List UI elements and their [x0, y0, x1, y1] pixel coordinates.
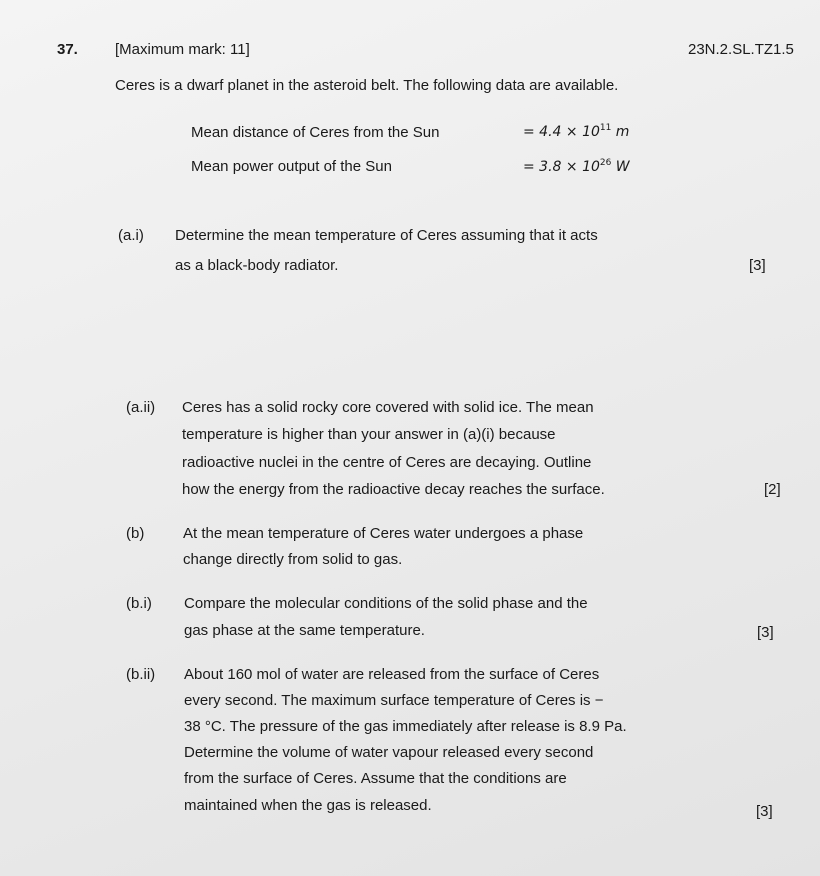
- part-bi-line: gas phase at the same temperature.: [184, 622, 425, 639]
- distance-exponent: 11: [599, 123, 612, 133]
- part-aii-line: how the energy from the radioactive decay reaches the surface.: [182, 481, 605, 498]
- part-bii-line: About 160 mol of water are released from the surface of Ceres: [184, 666, 600, 683]
- data-row-power-label: Mean power output of the Sun: [191, 158, 392, 175]
- part-aii-line: temperature is higher than your answer in (a)(i) because: [182, 426, 556, 443]
- power-exponent: 26: [599, 158, 612, 168]
- part-aii-label: (a.ii): [126, 399, 156, 416]
- max-mark: [Maximum mark: 11]: [115, 41, 250, 58]
- part-ai-line: as a black-body radiator.: [175, 257, 339, 274]
- data-row-power-value: = $3.8 \times 10^{26}$ W: [523, 158, 630, 175]
- data-row-distance-label: Mean distance of Ceres from the Sun: [191, 124, 440, 141]
- part-bii-line: 38 °C. The pressure of the gas immediately after release is 8.9 Pa.: [184, 718, 627, 735]
- part-aii-line: radioactive nuclei in the centre of Ceres are decaying. Outline: [182, 454, 592, 471]
- part-bii-line: maintained when the gas is released.: [184, 797, 432, 814]
- part-bi-line: Compare the molecular conditions of the solid phase and the: [184, 595, 588, 612]
- part-b-label: (b): [126, 525, 145, 542]
- part-ai-label: (a.i): [118, 227, 144, 244]
- part-bi-label: (b.i): [126, 595, 152, 612]
- part-ai-line: Determine the mean temperature of Ceres assuming that it acts: [175, 227, 598, 244]
- part-ai-marks: [3]: [749, 257, 766, 274]
- question-number: 37.: [57, 41, 78, 58]
- part-b-line: change directly from solid to gas.: [183, 551, 403, 568]
- question-code: 23N.2.SL.TZ1.5: [688, 41, 794, 58]
- part-aii-line: Ceres has a solid rocky core covered with solid ice. The mean: [182, 399, 594, 416]
- part-bii-line: from the surface of Ceres. Assume that the conditions are: [184, 770, 567, 787]
- part-aii-marks: [2]: [764, 481, 781, 498]
- data-row-distance-value: = $4.4 \times 10^{11}$ m: [523, 123, 630, 140]
- part-bii-label: (b.ii): [126, 666, 156, 683]
- question-intro: Ceres is a dwarf planet in the asteroid belt. The following data are available.: [115, 77, 619, 94]
- part-bii-line: Determine the volume of water vapour released every second: [184, 744, 594, 761]
- part-bii-marks: [3]: [756, 803, 773, 820]
- part-bi-marks: [3]: [757, 624, 774, 641]
- part-bii-line: every second. The maximum surface temperature of Ceres is −: [184, 692, 604, 709]
- part-b-line: At the mean temperature of Ceres water undergoes a phase: [183, 525, 584, 542]
